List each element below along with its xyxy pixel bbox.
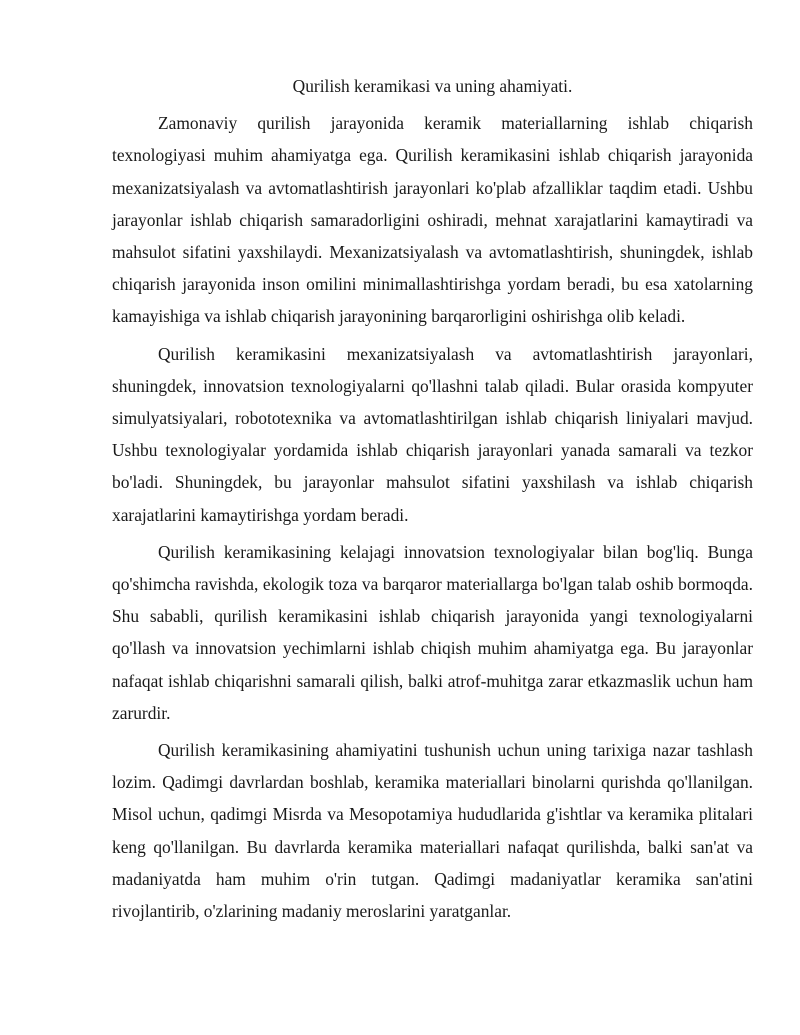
document-page	[112, 70, 753, 932]
paragraph-3: Qurilish keramikasining kelajagi innovatsion texnologiyalar bilan bog'liq. Bunga qo'shimcha ravishda, ekologik toza va barqaror materiallarga bo'lgan talab oshib bormoqda. Shu sababli, qurilish keramikasini ishlab chiqarish jarayonida yangi texnologiyalarni qo'llash va innovatsion yechimlarni ishlab chiqish muhim ahamiyatga ega. Bu jarayonlar nafaqat ishlab chiqarishni samarali qilish, balki atrof-muhitga zarar etkazmaslik uchun ham zarurdir.	[112, 541, 753, 723]
paragraph-4: Qurilish keramikasining ahamiyatini tushunish uchun uning tarixiga nazar tashlash lozim. Qadimgi davrlardan boshlab, keramika materiallari binolarni qurishda qo'llanilgan. Misol uchun, qadimgi Misrda va Mesopotamiya hududlarida g'ishtlar va keramika plitalari keng qo'llanilgan. Bu davrlarda keramika materiallari nafaqat qurilishda, balki san'at va madaniyatda ham muhim o'rin tutgan. Qadimgi madaniyatlar keramika san'atini rivojlantirib, o'zlarining madaniy meroslarini yaratganlar.	[112, 740, 753, 922]
paragraph-1: Zamonaviy qurilish jarayonida keramik materiallarning ishlab chiqarish texnologiyasi muhim ahamiyatga ega. Qurilish keramikasini ishlab chiqarish jarayonida mexanizatsiyalash va avtomatlashtirish jarayonlari ko'plab afzalliklar taqdim etadi. Ushbu jarayonlar ishlab chiqarish samaradorligini oshiradi, mehnat xarajatlarini kamaytiradi va mahsulot sifatini yaxshilaydi. Mexanizatsiyalash va avtomatlashtirish, shuningdek, ishlab chiqarish jarayonida inson omilini minimallashtirishga yordam beradi, bu esa xatolarning kamayishiga va ishlab chiqarish jarayonining barqarorligini oshirishga olib keladi.	[112, 113, 753, 327]
paragraph-2: Qurilish keramikasini mexanizatsiyalash va avtomatlashtirish jarayonlari, shuningdek, innovatsion texnologiyalarni qo'llashni talab qiladi. Bular orasida kompyuter simulyatsiyalari, robototexnika va avtomatlashtirilgan ishlab chiqarish liniyalari mavjud. Ushbu texnologiyalar yordamida ishlab chiqarish jarayonlari yanada samarali va tezkor bo'ladi. Shuningdek, bu jarayonlar mahsulot sifatini yaxshilash va ishlab chiqarish xarajatlarini kamaytirishga yordam beradi.	[112, 343, 753, 525]
document-title: Qurilish keramikasi va uning ahamiyati.	[292, 76, 573, 96]
